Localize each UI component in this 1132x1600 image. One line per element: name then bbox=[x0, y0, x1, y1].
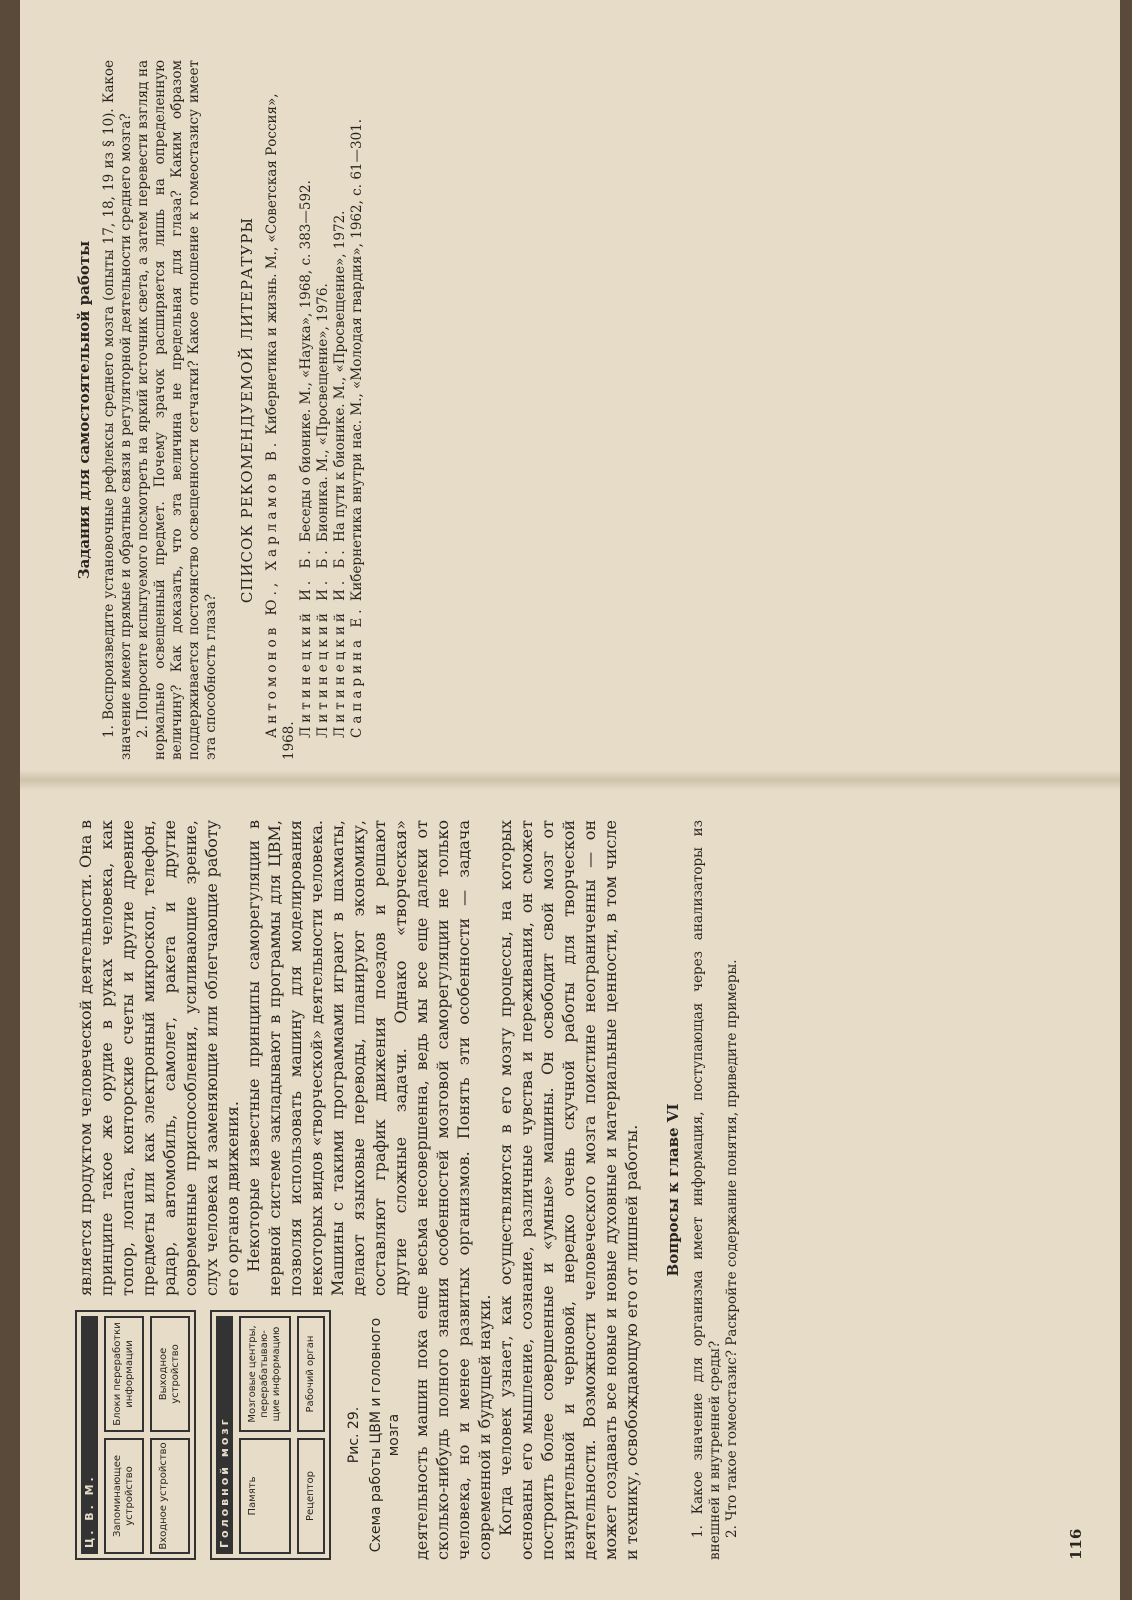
ref-item: Литинецкий И. Б. Бионика. М., «Просвещение», 1976. bbox=[315, 283, 331, 738]
figure-caption-text: Схема работы ЦВМ и головного мозга bbox=[368, 1317, 402, 1553]
body-paragraph: Некоторые известные принципы саморегуляции в нервной системе закладывают в программы для ЦВМ, позволяя использовать машину для моделирования некоторых видов «творческой» деятельности человека. Машины с такими программами играют в шахматы, делают языковые переводы, планируют экономику, составляют график движения поездов и решают другие сложные задачи. Однако «творческая» деятельность машин пока еще весьма несовершенна, ведь мы все еще далеки от сколько-нибудь полного знания особенностей мозговой саморегуляции не только человека, но и менее развитых организмов. Понять эти особенности — задача современной и будущей науки. bbox=[244, 820, 494, 1560]
memory-box: Память bbox=[239, 1438, 291, 1554]
cvm-title: Ц. В. М. bbox=[81, 1316, 98, 1554]
brain-centers-box: Мозговые центры, перерабатываю- щие информацию bbox=[239, 1316, 291, 1432]
book-spread bbox=[20, 0, 1120, 1600]
input-device-box: Входное устройство bbox=[150, 1438, 190, 1554]
working-organ-box: Рабочий орган bbox=[297, 1316, 325, 1432]
output-device-box: Выходное устройство bbox=[150, 1316, 190, 1432]
ref-item: Антомонов Ю., Харламов В. Кибернетика и жизнь. М., «Советская Россия», 1968. bbox=[264, 93, 297, 760]
body-paragraph: является продуктом человеческой деятельности. Она в принципе такое же орудие в руках человека, как топор, лопата, конторские счеты и другие древние предметы или как электронный микроскоп, телефон, радар, автомобиль, самолет, ракета и другие современные приспособления, усиливающие зрение, слух человека и заменяющие или облегчающие работу его органов движения. bbox=[76, 820, 242, 1296]
processing-blocks-box: Блоки переработки информации bbox=[104, 1316, 144, 1432]
ref-item: Литинецкий И. Б. На пути к бионике. М., «Просвещение», 1972. bbox=[332, 210, 348, 738]
page-number: 116 bbox=[1067, 1528, 1085, 1560]
question-item: 1. Какое значение для организма имеет информация, поступающая через анализаторы из внешней и внутренней среды? bbox=[690, 820, 723, 1560]
cvm-block bbox=[75, 1310, 196, 1560]
body-paragraph: Когда человек узнает, как осуществляются в его мозгу процессы, на которых основаны его мышление, сознание, различные чувства и переживания, он сможет построить более совершенные и «умные» машины. Он освободит свой мозг от изнурительной и черновой, нередко очень скучной работы для творческой деятельности. Возможности человеческого мозга поистине неограниченны — он может создавать все новые и новые духовные и материальные ценности, в том числе и технику, освобождающую его от лишней работы. bbox=[496, 820, 641, 1560]
page-fold bbox=[20, 770, 1120, 790]
top-page bbox=[75, 60, 1085, 760]
task-item: 1. Воспроизведите установочные рефлексы среднего мозга (опыты 17, 18, 19 из § 10). Какое значение имеют прямые и обратные связи в регуляторной деятельности среднего мозга? bbox=[101, 60, 134, 760]
bottom-page bbox=[75, 820, 1085, 1560]
tasks-title: Задания для самостоятельной работы bbox=[75, 240, 93, 580]
memory-device-box: Запоминающее устройство bbox=[104, 1438, 144, 1554]
questions-title: Вопросы к главе VI bbox=[664, 1103, 682, 1277]
figure-caption-number: Рис. 29. bbox=[346, 1406, 362, 1464]
task-item: 2. Попросите испытуемого посмотреть на яркий источник света, а затем перевести взгляд на нормально освещенный предмет. Почему зрачок расширяется лишь на определенную величину? Как доказать, что эта величина не предельная для глаза? Каким образом поддерживается постоянство освещенности сетчатки? Какое отношение к гомеостазису имеет эта способность глаза? bbox=[135, 60, 219, 760]
brain-block bbox=[210, 1310, 331, 1560]
ref-item: Сапарина Е. Кибернетика внутри нас. М., «Молодая гвардия», 1962, с. 61—301. bbox=[349, 118, 365, 738]
refs-title: СПИСОК РЕКОМЕНДУЕМОЙ ЛИТЕРАТУРЫ bbox=[238, 216, 256, 604]
brain-title: Головной мозг bbox=[216, 1316, 233, 1554]
ref-item: Литинецкий И. Б. Беседы о бионике. М., «Наука», 1968, с. 383—592. bbox=[298, 180, 314, 738]
question-item: 2. Что такое гомеостазис? Раскройте содержание понятия, приведите примеры. bbox=[724, 959, 740, 1538]
figure-29-diagram bbox=[75, 1310, 403, 1560]
receptor-box: Рецептор bbox=[297, 1438, 325, 1554]
